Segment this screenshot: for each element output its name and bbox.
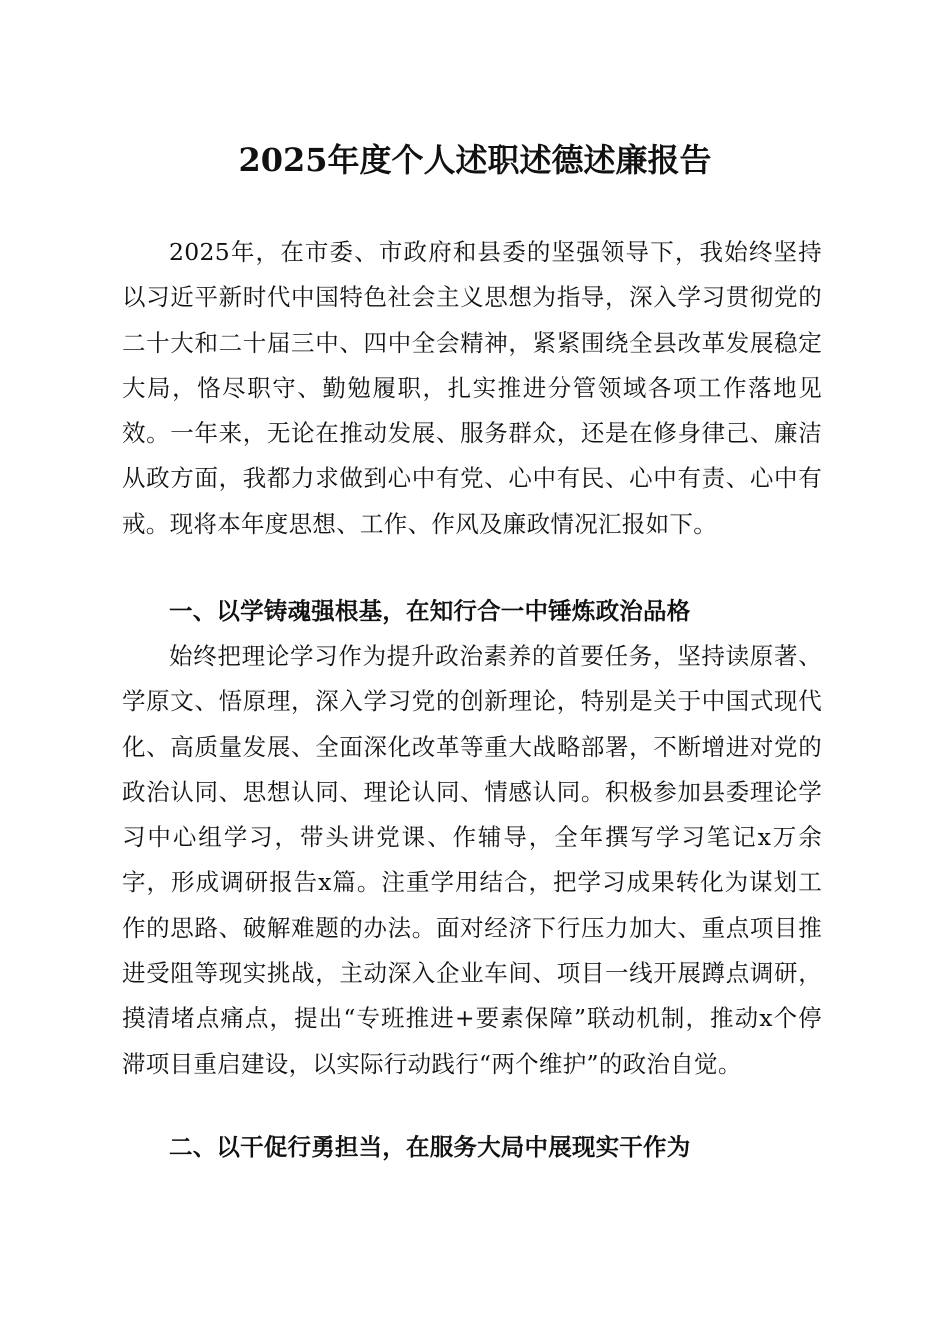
document-title: 2025年度个人述职述德述廉报告: [238, 141, 712, 179]
section-1-paragraph: 始终把理论学习作为提升政治素养的首要任务，坚持读原著、学原文、悟原理，深入学习党的创新理论，特别是关于中国式现代化、高质量发展、全面深化改革等重大战略部署，不断增进对党的政治认同、思想认同、理论认同、情感认同。积极参加县委理论学习中心组学习，带头讲党课、作辅导，全年撰写学习笔记x万余字，形成调研报告x篇。注重学用结合，把学习成果转化为谋划工作的思路、破解难题的办法。面对经济下行压力加大、重点项目推进受阻等现实挑战，主动深入企业车间、项目一线开展蹲点调研，摸清堵点痛点，提出“专班推进+要素保障”联动机制，推动x个停滞项目重启建设，以实际行动践行“两个维护”的政治自觉。: [122, 642, 822, 1078]
section-heading-2: 二、以干促行勇担当，在服务大局中展现实干作为: [169, 1133, 691, 1161]
section-heading-1: 一、以学铸魂强根基，在知行合一中锤炼政治品格: [169, 597, 691, 625]
intro-paragraph: 2025年，在市委、市政府和县委的坚强领导下，我始终坚持以习近平新时代中国特色社会主义思想为指导，深入学习贯彻党的二十大和二十届三中、四中全会精神，紧紧围绕全县改革发展稳定大局，恪尽职守、勤勉履职，扎实推进分管领域各项工作落地见效。一年来，无论在推动发展、服务群众，还是在修身律己、廉洁从政方面，我都力求做到心中有党、心中有民、心中有责、心中有戒。现将本年度思想、工作、作风及廉政情况汇报如下。: [122, 238, 822, 538]
